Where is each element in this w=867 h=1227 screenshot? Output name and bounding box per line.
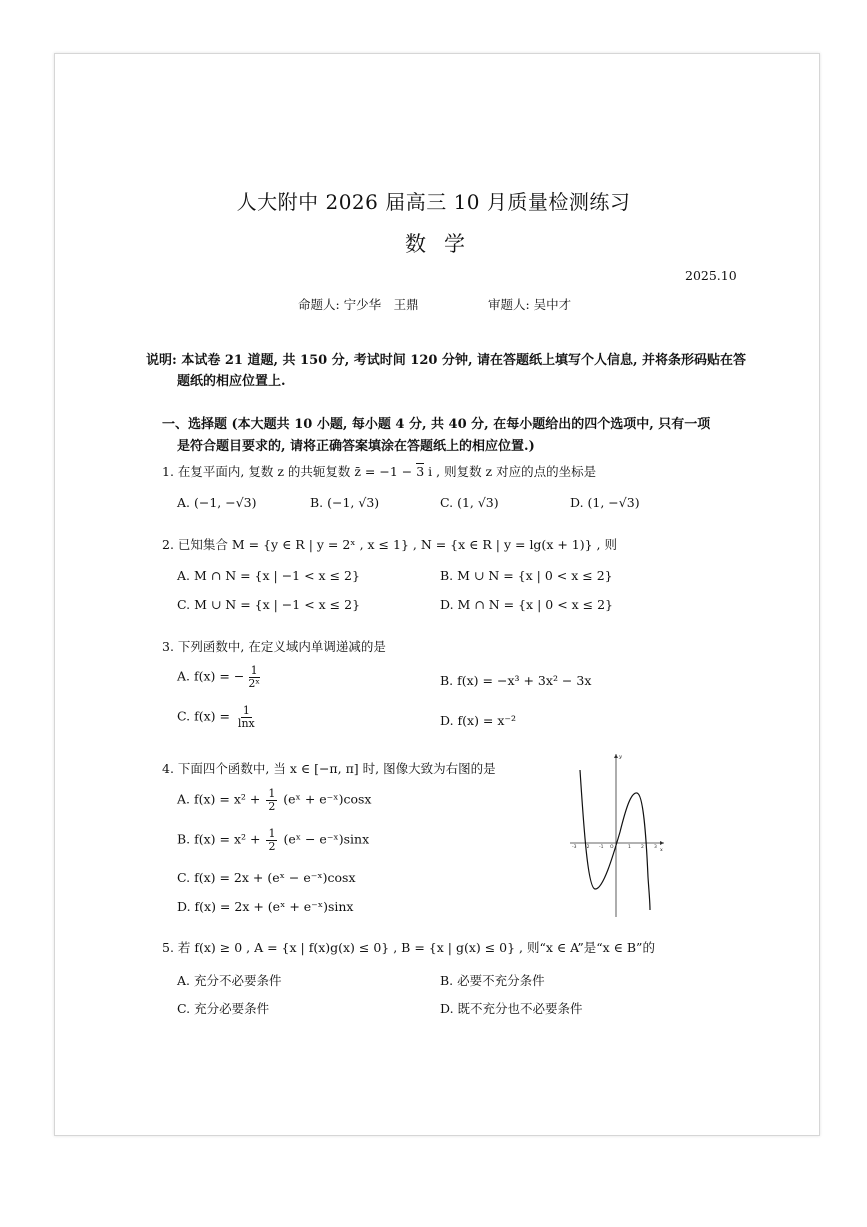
tick-label: 3: [654, 845, 657, 850]
question-5-option-d: D. 既不充分也不必要条件: [440, 1001, 583, 1016]
question-2-option-c: C. M ∪ N = {x | −1 < x ≤ 2}: [177, 597, 361, 612]
exam-date: 2025.10: [685, 268, 737, 283]
question-4-option-c: C. f(x) = 2x + (eˣ − e⁻ˣ)cosx: [177, 870, 356, 885]
exam-author: 命题人: 宁少华 王鼎: [298, 297, 419, 312]
tick-label: 2: [641, 845, 644, 850]
fraction: $\frac{1}{2}$: [268, 787, 276, 813]
tick-label: -2: [585, 845, 590, 850]
question-3-option-c: C. f(x) = $\frac{1}{\ln x}$: [177, 704, 255, 730]
exam-reviewer: 审题人: 吴中才: [488, 297, 572, 312]
question-4-stem: 4. 下面四个函数中, 当 x ∈ [−π, π] 时, 图像大致为右图的是: [162, 761, 496, 776]
question-4-option-a: A. f(x) = x² + $\frac{1}{2}$ (eˣ + e⁻ˣ)cosx: [177, 787, 372, 813]
exam-page: [54, 53, 820, 1136]
function-curve: [580, 770, 650, 910]
y-axis-label: y: [619, 754, 622, 760]
question-5-option-b: B. 必要不充分条件: [440, 973, 545, 988]
question-2-stem: 2. 已知集合 M = {y ∈ R | y = 2ˣ , x ≤ 1} , N = {x ∈ R | y = lg(x + 1)} , 则: [162, 537, 617, 552]
exam-subject: 数学: [405, 232, 483, 256]
instructions-line-2: 题纸的相应位置上.: [177, 374, 286, 389]
question-2-option-d: D. M ∩ N = {x | 0 < x ≤ 2}: [440, 597, 614, 612]
tick-label: -1: [599, 845, 604, 850]
fraction: $\frac{1}{\ln x}$: [237, 704, 255, 730]
question-1-stem: 1. 在复平面内, 复数 z 的共轭复数 z̄ = −1 − 3 i , 则复数 z 对应的点的坐标是: [162, 464, 597, 479]
y-axis-arrow: [614, 754, 618, 758]
tick-label: O: [610, 845, 614, 850]
function-graph: [568, 752, 668, 920]
question-3-option-b: B. f(x) = −x³ + 3x² − 3x: [440, 673, 592, 688]
question-2-option-b: B. M ∪ N = {x | 0 < x ≤ 2}: [440, 568, 613, 583]
tick-label: -3: [572, 845, 577, 850]
x-axis-label: x: [660, 847, 663, 853]
question-1-option-a: A. (−1, −√3): [177, 495, 257, 510]
question-1-option-c: C. (1, √3): [440, 495, 499, 510]
question-3-option-a: A. f(x) = − $\frac{1}{\text{2ˣ}}$: [177, 664, 260, 690]
question-3-stem: 3. 下列函数中, 在定义域内单调递减的是: [162, 639, 386, 654]
fraction: $\frac{1}{2}$: [268, 827, 276, 853]
tick-label: 1: [628, 845, 631, 850]
question-4-option-b: B. f(x) = x² + $\frac{1}{2}$ (eˣ − e⁻ˣ)sinx: [177, 827, 370, 853]
question-5-stem: 5. 若 f(x) ≥ 0 , A = {x | f(x)g(x) ≤ 0} , B = {x | g(x) ≤ 0} , 则“x ∈ A”是“x ∈ B”的: [162, 940, 655, 955]
question-5-option-c: C. 充分必要条件: [177, 1001, 270, 1016]
x-axis-arrow: [660, 841, 664, 845]
section-heading-line-1: 一、选择题 (本大题共 10 小题, 每小题 4 分, 共 40 分, 在每小题给出的四个选项中, 只有一项: [162, 417, 711, 432]
fraction: $\frac{1}{\text{2ˣ}}$: [248, 664, 260, 690]
section-heading-line-2: 是符合题目要求的, 请将正确答案填涂在答题纸上的相应位置.): [177, 439, 535, 454]
question-4-option-d: D. f(x) = 2x + (eˣ + e⁻ˣ)sinx: [177, 899, 354, 914]
instructions-line-1: 说明: 本试卷 21 道题, 共 150 分, 考试时间 120 分钟, 请在答题纸上填写个人信息, 并将条形码贴在答: [146, 353, 747, 368]
exam-title: 人大附中 2026 届高三 10 月质量检测练习: [236, 190, 631, 214]
question-1-option-b: B. (−1, √3): [310, 495, 380, 510]
question-5-option-a: A. 充分不必要条件: [177, 973, 282, 988]
question-3-option-d: D. f(x) = x⁻²: [440, 713, 517, 728]
question-2-option-a: A. M ∩ N = {x | −1 < x ≤ 2}: [177, 568, 360, 583]
question-1-option-d: D. (1, −√3): [570, 495, 640, 510]
